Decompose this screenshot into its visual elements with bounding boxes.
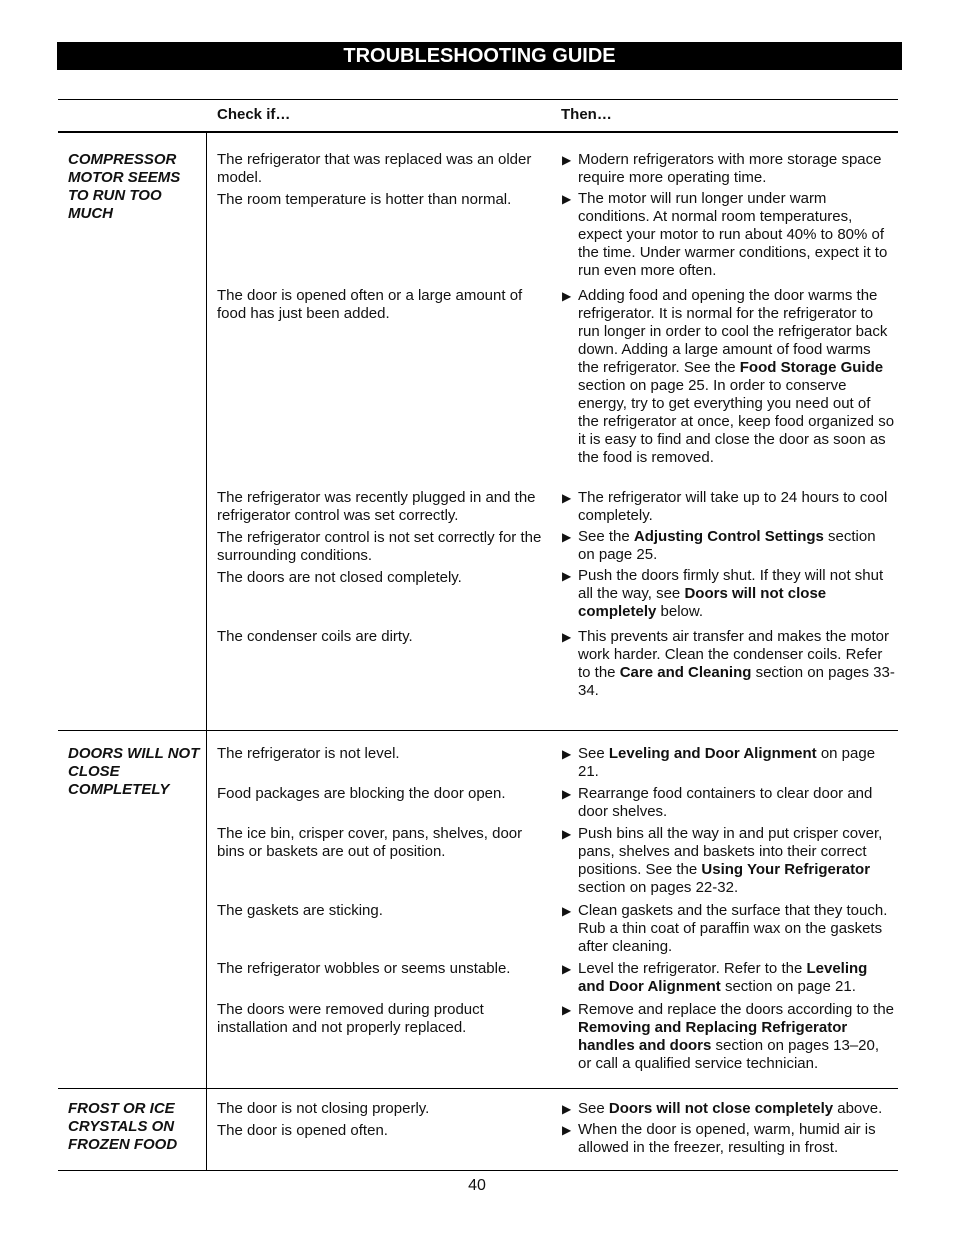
arrow-icon: ▶ <box>562 787 572 801</box>
check-cell <box>217 1100 547 1144</box>
header-rule <box>58 131 898 133</box>
then-text: Level the refrigerator. Refer to the <box>578 960 807 977</box>
then-text: Push the doors firmly shut. If they will not shut all the way, see <box>578 567 884 602</box>
then-text: See <box>578 1100 609 1117</box>
check-text: The gaskets are sticking. <box>217 902 383 919</box>
then-item <box>560 628 895 700</box>
page-number: 40 <box>468 1177 486 1194</box>
table-top-rule <box>58 99 898 100</box>
check-text: The refrigerator was recently plugged in and the refrigerator control was set correctly. <box>217 489 536 524</box>
check-text: The doors were removed during product installation and not properly replaced. <box>217 1001 484 1036</box>
then-text: section on page 21. <box>720 978 856 995</box>
check-text: The door is not closing properly. <box>217 1100 430 1117</box>
table-bottom-rule <box>58 1170 898 1171</box>
then-item <box>560 1001 895 1073</box>
arrow-icon: ▶ <box>562 1102 572 1116</box>
then-text: Push bins all the way in and put crisper cover, pans, shelves and baskets into their correct positions. See the <box>578 825 883 878</box>
reference-text: Leveling and Door Alignment <box>608 745 817 762</box>
arrow-icon: ▶ <box>562 1123 572 1137</box>
check-text: The ice bin, crisper cover, pans, shelves, door bins or baskets are out of position. <box>217 825 523 860</box>
check-text: The door is opened often. <box>217 1122 388 1139</box>
then-item <box>560 489 895 525</box>
then-text: Remove and replace the doors according to the <box>578 1001 895 1018</box>
check-cell <box>217 745 547 767</box>
reference-text: Doors will not close completely <box>578 585 827 620</box>
section-divider <box>58 730 898 731</box>
then-text: section on page 25. In order to conserve energy, try to get everything you need out of the refrigerator at once, keep food organized so it is easy to find and close the door as soon as the food is removed. <box>578 377 895 466</box>
then-cell <box>560 1100 895 1160</box>
check-text: The refrigerator is not level. <box>217 745 400 762</box>
check-text: Food packages are blocking the door open. <box>217 785 506 802</box>
then-text: section on pages 13–20, or call a qualified service technician. <box>578 1037 879 1072</box>
then-item <box>560 960 895 996</box>
reference-text: Food Storage Guide <box>739 359 884 376</box>
then-item <box>560 190 895 280</box>
then-item <box>560 567 895 621</box>
reference-text: Using Your Refrigerator <box>701 861 871 878</box>
arrow-icon: ▶ <box>562 491 572 505</box>
category-label: DOORS WILL NOT CLOSE COMPLETELY <box>68 745 200 798</box>
then-text: Modern refrigerators with more storage space require more operating time. <box>578 151 882 186</box>
then-text: The refrigerator will take up to 24 hours to cool completely. <box>578 489 888 524</box>
then-cell <box>560 745 895 784</box>
then-item <box>560 902 895 956</box>
then-cell <box>560 785 895 824</box>
reference-text: Leveling and Door Alignment <box>578 960 868 995</box>
check-cell <box>217 902 547 924</box>
check-cell <box>217 151 547 213</box>
then-cell <box>560 628 895 703</box>
then-text: section on pages 33-34. <box>578 664 895 699</box>
arrow-icon: ▶ <box>562 630 572 644</box>
check-cell <box>217 785 547 807</box>
then-cell <box>560 151 895 283</box>
then-text: above. <box>833 1100 883 1117</box>
then-text: below. <box>656 603 704 620</box>
then-item <box>560 528 895 564</box>
arrow-icon: ▶ <box>562 747 572 761</box>
check-text: The room temperature is hotter than normal. <box>217 191 512 208</box>
then-item <box>560 825 895 897</box>
then-text: Adding food and opening the door warms the refrigerator. It is normal for the refrigerator to run longer in order to cool the refrigerator back down. Adding a large amount of food warms the refrigerator. See the <box>578 287 888 376</box>
arrow-icon: ▶ <box>562 827 572 841</box>
reference-text: Adjusting Control Settings <box>633 528 824 545</box>
arrow-icon: ▶ <box>562 904 572 918</box>
reference-text: Care and Cleaning <box>619 664 752 681</box>
then-cell <box>560 287 895 470</box>
check-cell <box>217 287 547 327</box>
section-divider <box>58 1088 898 1089</box>
then-text: section on pages 22-32. <box>578 879 739 896</box>
then-text: See the <box>578 528 634 545</box>
arrow-icon: ▶ <box>562 962 572 976</box>
then-text: The motor will run longer under warm conditions. At normal room temperatures, expect your motor to run about 40% to 80% of the time. Under warmer conditions, expect it to run even more often. <box>578 190 888 279</box>
category-label: FROST OR ICE CRYSTALS ON FROZEN FOOD <box>68 1100 178 1153</box>
check-text: The condenser coils are dirty. <box>217 628 413 645</box>
then-item <box>560 1121 895 1157</box>
check-text: The refrigerator control is not set correctly for the surrounding conditions. <box>217 529 542 564</box>
arrow-icon: ▶ <box>562 289 572 303</box>
reference-text: Doors will not close completely <box>608 1100 834 1117</box>
arrow-icon: ▶ <box>562 153 572 167</box>
then-item <box>560 1100 895 1118</box>
then-text: Clean gaskets and the surface that they touch. Rub a thin coat of paraffin wax on the gaskets after cleaning. <box>578 902 888 955</box>
then-item <box>560 785 895 821</box>
check-if-header: Check if… <box>217 106 291 123</box>
then-cell <box>560 960 895 999</box>
then-cell <box>560 825 895 900</box>
check-text: The refrigerator that was replaced was an older model. <box>217 151 532 186</box>
arrow-icon: ▶ <box>562 1003 572 1017</box>
column-divider <box>206 132 207 1171</box>
then-text: This prevents air transfer and makes the motor work harder. Clean the condenser coils. Refer to the <box>578 628 889 681</box>
then-text: See <box>578 745 609 762</box>
then-item <box>560 745 895 781</box>
then-item <box>560 151 895 187</box>
check-cell <box>217 825 547 865</box>
then-cell <box>560 1001 895 1076</box>
check-text: The refrigerator wobbles or seems unstable. <box>217 960 511 977</box>
check-cell <box>217 628 547 650</box>
then-text: Rearrange food containers to clear door and door shelves. <box>578 785 873 820</box>
arrow-icon: ▶ <box>562 569 572 583</box>
check-cell <box>217 489 547 591</box>
page-title: TROUBLESHOOTING GUIDE <box>57 42 902 70</box>
then-text: section on page 25. <box>578 528 876 563</box>
reference-text: Removing and Replacing Refrigerator handles and doors <box>578 1019 848 1054</box>
arrow-icon: ▶ <box>562 192 572 206</box>
category-label: COMPRESSOR MOTOR SEEMS TO RUN TOO MUCH <box>68 151 181 222</box>
then-header: Then… <box>561 106 612 123</box>
then-text: When the door is opened, warm, humid air is allowed in the freezer, resulting in frost. <box>578 1121 876 1156</box>
then-item <box>560 287 895 467</box>
then-text: on page 21. <box>578 745 876 780</box>
then-cell <box>560 902 895 959</box>
check-cell <box>217 960 547 982</box>
arrow-icon: ▶ <box>562 530 572 544</box>
check-text: The doors are not closed completely. <box>217 569 462 586</box>
then-cell <box>560 489 895 624</box>
check-text: The door is opened often or a large amount of food has just been added. <box>217 287 523 322</box>
check-cell <box>217 1001 547 1041</box>
